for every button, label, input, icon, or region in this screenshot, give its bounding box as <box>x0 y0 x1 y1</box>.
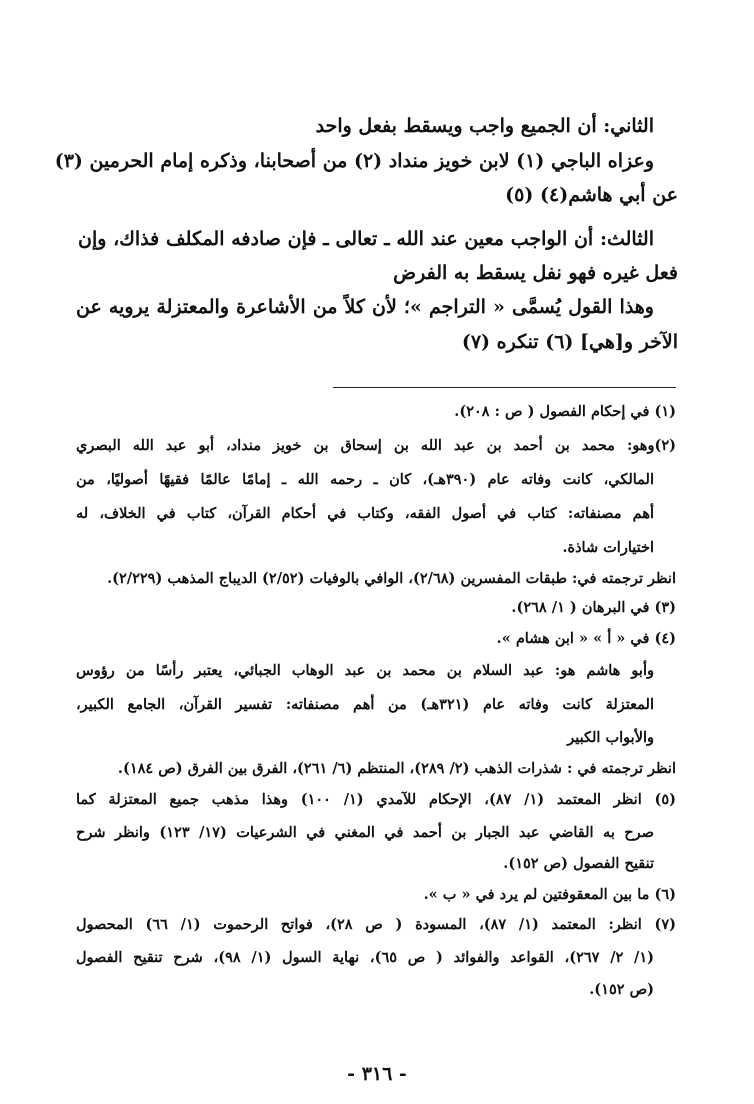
footnote-4-line-4: والأبواب الكبير <box>567 729 654 746</box>
footnote-4-biography: انظر ترجمته في : شذرات الذهب (٢/ ٢٨٩)، المنتظم (٦/ ٢٦١)، الفرق بين الفرق (ص ١٨٤). <box>117 760 676 777</box>
footnote-4-line-2: وأبو هاشم هو: عبد السلام بن محمد بن عبد الوهاب الجبائي، يعتبر رأسًا من رؤوس <box>76 662 654 679</box>
footnote-2-line-4: اختيارات شاذة. <box>562 539 654 556</box>
body-line-4: الثالث: أن الواجب معين عند الله ـ تعالى ـ فإن صادفه المكلف فذاك، وإن <box>78 228 654 250</box>
body-line-1: الثاني: أن الجميع واجب ويسقط بفعل واحد <box>315 115 654 137</box>
footnote-2-line-3: أهم مصنفاته: كتاب في أصول الفقه، وكتاب في أحكام القرآن، كتاب في الخلاف، له <box>76 505 654 522</box>
footnote-5-line-3: تنقيح الفصول (ص ١٥٢). <box>503 855 654 872</box>
body-line-2: وعزاه الباجي (١) لابن خويز منداد (٢) من أصحابنا، وذكره إمام الحرمين (٣) <box>54 150 654 172</box>
footnote-3: (٣) في البرهان ( ١/ ٢٦٨). <box>511 599 676 616</box>
footnote-5-line-2: صرح به القاضي عبد الجبار بن أحمد في المغني في الشرعيات (١٧/ ١٢٣) وانظر شرح <box>76 824 654 841</box>
footnote-2-line-2: المالكي، كانت وفاته عام (٣٩٠هـ)، كان ـ رحمه الله ـ إمامًا عالمًا فقيهًا أصوليًا، من <box>76 471 655 488</box>
body-line-6: وهذا القول يُسمَّى « التراجم »؛ لأن كلاً من الأشاعرة والمعتزلة يرويه عن <box>76 296 654 318</box>
footnote-7-line-1: (٧) انظر: المعتمد (١/ ٨٧)، المسودة ( ص ٢٨)، فواتح الرحموت (١/ ٦٦) المحصول <box>76 916 676 933</box>
body-line-7: الآخر و[هي] (٦) تنكره (٧) <box>461 331 678 353</box>
footnote-1: (١) في إحكام الفصول ( ص : ٢٠٨). <box>454 403 676 420</box>
footnote-2-biography: انظر ترجمته في: طبقات المفسرين (٢/٦٨)، الوافي بالوفيات (٢/٥٢) الديباج المذهب (٢/٢٢٩). <box>107 570 676 587</box>
footnote-separator <box>333 387 676 388</box>
footnote-7-line-3: (ص ١٥٢). <box>589 981 654 998</box>
footnote-2-line-1: (٢)وهو: محمد بن أحمد بن عبد الله بن إسحاق بن خويز منداد، أبو عبد الله البصري <box>76 437 676 454</box>
footnote-7-line-2: (١/ ٢/ ٢٦٧)، القواعد والفوائد ( ص ٦٥)، نهاية السول (١/ ٩٨)، شرح تنقيح الفصول <box>76 949 654 966</box>
footnote-6: (٦) ما بين المعقوفتين لم يرد في « ب ». <box>423 886 676 903</box>
footnote-5-line-1: (٥) انظر المعتمد (١/ ٨٧)، الإحكام للآمدي (١/ ١٠٠) وهذا مذهب جميع المعتزلة كما <box>76 791 676 808</box>
body-line-5: فعل غيره فهو نفل يسقط به الفرض <box>393 262 678 284</box>
footnote-4: (٤) في « أ » « ابن هشام ». <box>496 630 676 647</box>
body-line-3: عن أبي هاشم(٤) (٥) <box>505 184 678 206</box>
footnote-4-line-3: المعتزلة كانت وفاته عام (٣٢١هـ) من أهم مصنفاته: تفسير القرآن، الجامع الكبير، <box>76 696 654 713</box>
page-number: - ٣١٦ - <box>347 1063 407 1085</box>
